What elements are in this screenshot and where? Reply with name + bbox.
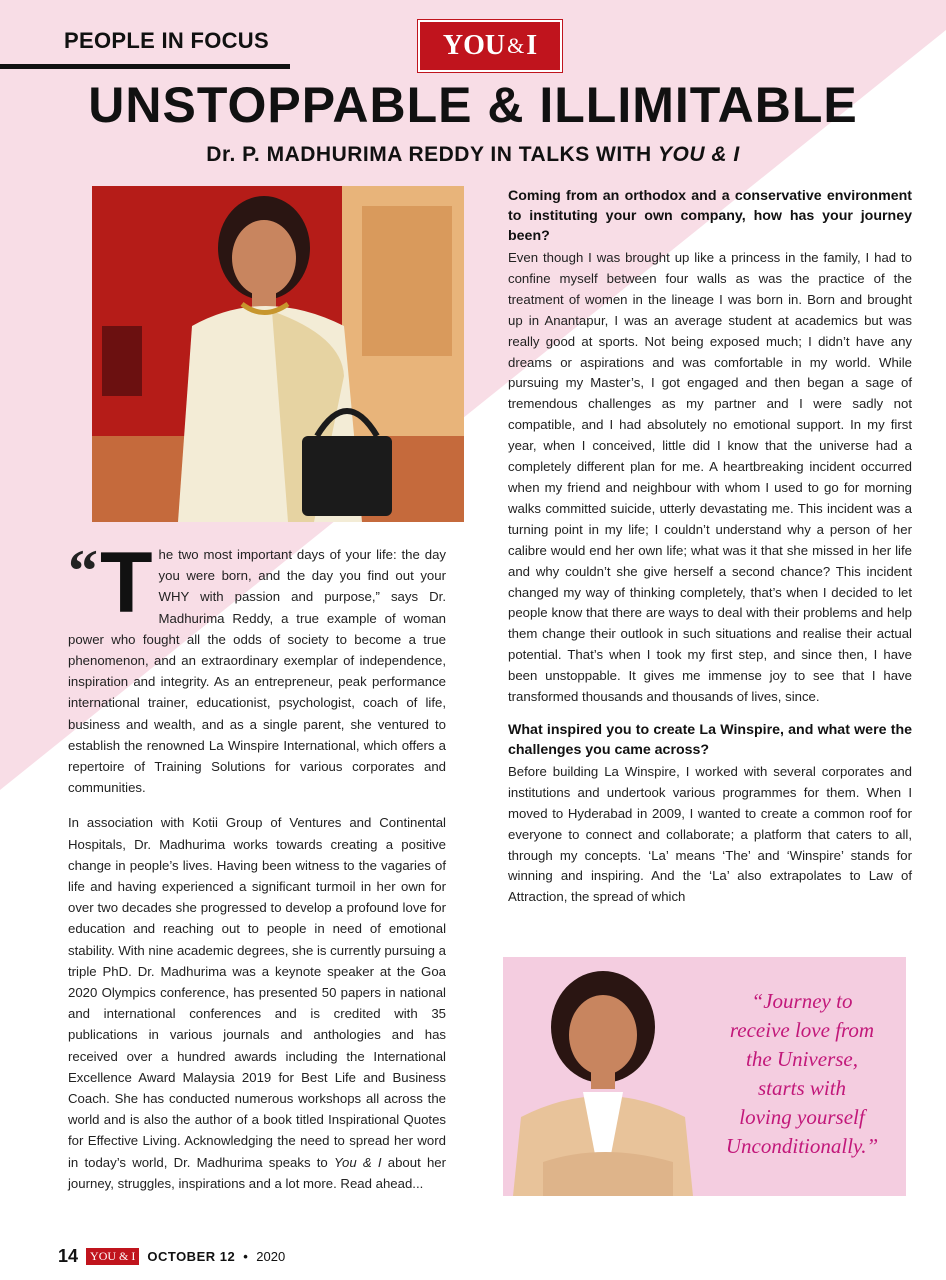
footer-bullet: •: [243, 1249, 249, 1264]
section-label: PEOPLE IN FOCUS: [64, 28, 269, 53]
pull-quote-line-3: the Universe,: [746, 1047, 858, 1071]
footer-logo: YOU & I: [86, 1248, 139, 1265]
intro-paragraph-1: [68, 535, 446, 798]
pull-quote-panel: [503, 957, 906, 1196]
logo-amp: &: [507, 33, 525, 58]
pull-quote-line-1: “Journey to: [751, 989, 853, 1013]
question-1: Coming from an orthodox and a conservative environment to instituting your own company, how has your journey been?: [508, 188, 912, 244]
portrait-illustration: [92, 186, 464, 522]
intro-paragraph-1-text: he two most important days of your life: the day you were born, and the day you find out your WHY with passion and purpose,” says Dr. Madhurima Reddy, a true example of woman power who fought all the odds of society to become a true phenomenon, and an extraordinary exemplar of independence, inspiration and integrity. As an entrepreneur, peak performance international trainer, educationist, psychologist, coach of life, business and wealth, and as a single parent, she ventured to establish the renowned La Winspire International, which offers a repertoire of Training Solutions for various corporates and communities.: [68, 547, 446, 796]
issue-date: OCTOBER 12: [147, 1249, 236, 1264]
question-2: What inspired you to create La Winspire, and what were the challenges you came across?: [508, 721, 912, 758]
page-number: 14: [58, 1246, 79, 1266]
subtitle-prefix: Dr. P. MADHURIMA REDDY IN TALKS WITH: [206, 143, 659, 166]
intro-column: [68, 535, 446, 1208]
issue-year: 2020: [256, 1249, 286, 1264]
answer-1: Even though I was brought up like a princess in the family, I had to confine myself between four walls as was the practice of the treatment of women in the lineage I was born in. Born and brought up in Anantapur, I was an average student at academics but was really good at sports. Not being exposed much; I didn’t have any dreams or aspirations and was comfortable in my world. While pursuing my Master’s, I got engaged and then began a sage of tremendous challenges as my partner and I were sadly not compatible, and I had absolutely no emotional support. In my first year, when I conceived, little did I know that the universe had a completely different plan for me. A heartbreaking incident occurred when my friend and neighbour with whom I used to go for morning walks committed suicide, utterly devastating me. This incident was a turning point in my life; I couldn’t understand why a person of her calibre would end her own life; what was it that she missed in her life and why couldn’t she give herself a second chance? This incident changed my way of thinking completely, that’s when I decided to let people know that there are ways to deal with their problems and help them change their outlook in such situations and realise their actual potential. That’s when I took my first step, and since then, I have been unstoppable. It gives me immense joy to see that I have transformed thousands and thousands of lives, since.: [508, 250, 912, 705]
portrait-photo: [92, 186, 464, 522]
intro-paragraph-2-text-a: In association with Kotii Group of Ventures and Continental Hospitals, Dr. Madhurima works towards creating a positive change in people’s lives. Having been witness to the vagaries of life and having experienced a significant turmoil in her own for over two decades she progressed to develop a profound love for education and reaching out to people in need of emotional stability. With nine academic degrees, she is currently pursuing a triple PhD. Dr. Madhurima was a keynote speaker at the Goa 2020 Olympics conference, has presented 50 papers in national and international conferences and is credited with 35 publications in various journals and anthologies and has received over a hundred awards including the International Excellence Award Malaysia 2019 for Best Life and Business Coach. She has conducted numerous workshops all across the world and is also the author of a book titled Inspirational Quotes for Effective Living. Acknowledging the need to spread her word in today’s world, Dr. Madhurima speaks to: [68, 815, 446, 1170]
pull-quote-line-5: loving yourself: [739, 1105, 865, 1129]
interview-column: [508, 186, 912, 920]
logo-you: YOU: [442, 30, 506, 61]
drop-cap: T: [100, 535, 153, 631]
subtitle-brand: YOU & I: [658, 143, 740, 166]
section-rule: [0, 64, 290, 69]
page-footer: [58, 1246, 285, 1267]
you-and-i-logo: [418, 20, 562, 72]
pull-quote-text: [707, 987, 897, 1161]
answer-2: Before building La Winspire, I worked with several corporates and institutions and undertook various programmes for them. When I moved to Hyderabad in 2009, I wanted to create a common roof for everyone to connect and collaborate; a platform that caters to all, through my concepts. ‘La’ means ‘The’ and ‘Winspire’ stands for winning and inspiring. And the ‘La’ also extrapolates to Law of Attraction, the spread of which: [508, 763, 912, 905]
opening-quote-mark: “: [68, 538, 98, 604]
intro-paragraph-2: [68, 812, 446, 1194]
pull-quote-line-2: receive love from: [729, 1018, 875, 1042]
article-title: UNSTOPPABLE & ILLIMITABLE: [88, 77, 858, 133]
article-subtitle: [0, 143, 946, 167]
intro-brand-mention: You & I: [333, 1154, 382, 1170]
pull-quote-line-6: Unconditionally.”: [725, 1134, 879, 1158]
logo-i: I: [526, 30, 538, 61]
intro-paragraph-2-text-b: about her journey, struggles, inspirations and a lot more. Read ahead...: [68, 1154, 446, 1191]
pull-quote-line-4: starts with: [757, 1076, 847, 1100]
